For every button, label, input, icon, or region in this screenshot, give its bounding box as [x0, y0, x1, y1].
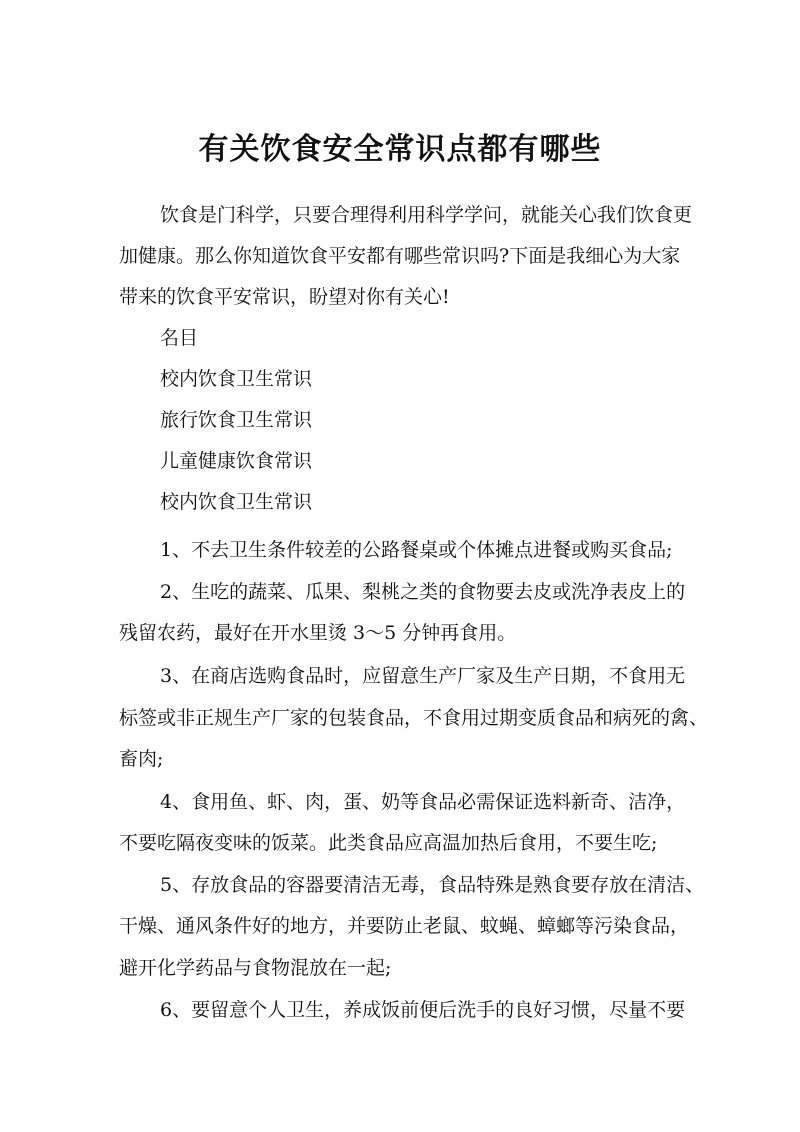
intro-line-1: 饮食是门科学，只要合理得利用科学学问，就能关心我们饮食更	[160, 204, 693, 226]
toc-heading: 名目	[160, 327, 199, 349]
document-title: 有关饮食安全常识点都有哪些	[198, 132, 602, 167]
toc-item: 校内饮食卫生常识	[160, 368, 313, 390]
item-4-line-1: 4、食用鱼、虾、肉，蛋、奶等食品必需保证选料新奇、洁净，	[160, 791, 686, 813]
item-6-line-1: 6、要留意个人卫生，养成饭前便后洗手的良好习惯，尽量不要	[160, 999, 686, 1021]
item-1-line-1: 1、不去卫生条件较差的公路餐桌或个体摊点进餐或购买食品;	[160, 539, 673, 561]
section-heading: 校内饮食卫生常识	[160, 491, 313, 513]
item-3-line-2: 标签或非正规生产厂家的包装食品，不食用过期变质食品和病死的禽、	[119, 707, 709, 729]
item-5-line-2: 干燥、通风条件好的地方，并要防止老鼠、蚊蝇、蟑螂等污染食品，	[119, 915, 690, 937]
item-2-line-2: 残留农药，最好在开水里烫 3～5 分钟再食用。	[119, 622, 517, 644]
item-3-line-3: 畜肉;	[119, 748, 164, 770]
intro-line-2: 加健康。那么你知道饮食平安都有哪些常识吗?下面是我细心为大家	[119, 245, 681, 267]
item-4-line-2: 不要吃隔夜变味的饭菜。此类食品应高温加热后食用，不要生吃;	[119, 832, 658, 854]
item-5-line-1: 5、存放食品的容器要清洁无毒，食品特殊是熟食要存放在清洁、	[160, 874, 705, 896]
item-3-line-1: 3、在商店选购食品时，应留意生产厂家及生产日期，不食用无	[160, 665, 686, 687]
item-5-line-3: 避开化学药品与食物混放在一起;	[119, 957, 392, 979]
toc-item: 儿童健康饮食常识	[160, 450, 313, 472]
toc-item: 旅行饮食卫生常识	[160, 409, 313, 431]
intro-line-3: 带来的饮食平安常识，盼望对你有关心!	[119, 286, 450, 308]
item-2-line-1: 2、生吃的蔬菜、瓜果、梨桃之类的食物要去皮或洗净表皮上的	[160, 581, 686, 603]
